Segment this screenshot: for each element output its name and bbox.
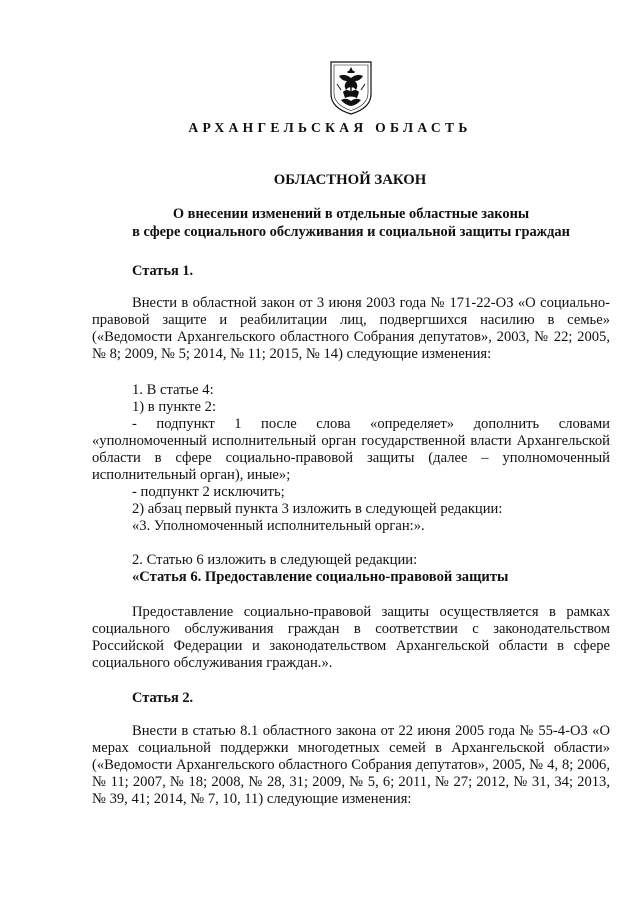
region-header: АРХАНГЕЛЬСКАЯ ОБЛАСТЬ xyxy=(188,120,472,135)
article-1-intro-text: Внести в областной закон от 3 июня 2003 года № 171-22-ОЗ «О социально-правовой защите и реабилитации лиц, подвергшихся насилию в семье» («Ведомости Архангельского областного Собрания депутатов», 2003, № 22; 2005, № 8; 2009, № 5; 2014, № 11; 2015, № 14) следующие изменения: xyxy=(92,295,610,362)
law-title xyxy=(95,205,607,241)
item-2-text: Предоставление социально-правовой защиты осуществляется в рамках социального обслуживания граждан в соответствии с законодательством Российской Федерации и законодательством Архангельской области в сфере социального обслуживания граждан.». xyxy=(92,604,610,671)
article-1-item-2-body xyxy=(92,604,610,672)
law-title-line-1: О внесении изменений в отдельные областные законы xyxy=(172,206,530,222)
law-title-line-2: в сфере социального обслуживания и социальной защиты граждан xyxy=(132,224,570,240)
item-1-1-a: - подпункт 1 после слова «определяет» дополнить словами «уполномоченный исполнительный орган государственной власти Архангельской области в сфере социально-правовой защиты (далее – уполномоченный исполнительный орган), иные»; xyxy=(92,416,610,483)
item-2: 2. Статью 6 изложить в следующей редакции: xyxy=(132,552,418,568)
article-1-items xyxy=(92,382,610,535)
article-1-item-2 xyxy=(92,552,610,586)
item-2-heading: «Статья 6. Предоставление социально-правовой защиты xyxy=(132,569,509,585)
law-type: ОБЛАСТНОЙ ЗАКОН xyxy=(273,172,427,188)
item-1-2: 2) абзац первый пункта 3 изложить в следующей редакции: xyxy=(132,501,503,517)
coat-of-arms-icon xyxy=(329,60,373,116)
item-1-2-text: «3. Уполномоченный исполнительный орган:». xyxy=(132,518,425,534)
item-1: 1. В статье 4: xyxy=(132,382,214,398)
article-1-intro xyxy=(92,295,610,363)
item-1-1: 1) в пункте 2: xyxy=(132,399,217,415)
article-2-intro xyxy=(92,723,610,808)
article-1-heading xyxy=(92,263,610,280)
article-2-title: Статья 2. xyxy=(132,690,194,706)
article-2-intro-text: Внести в статью 8.1 областного закона от 22 июня 2005 года № 55-4-ОЗ «О мерах социальной поддержки многодетных семей в Архангельской области» («Ведомости Архангельского областного Собрания депутатов», 2005, № 4, 8; 2006, № 11; 2007, № 18; 2008, № 28, 31; 2009, № 5, 6; 2011, № 27; 2012, № 31, 34; 2013, № 39, 41; 2014, № 7, 10, 11) следующие изменения: xyxy=(92,723,610,807)
article-1-title: Статья 1. xyxy=(132,263,194,279)
article-2-heading xyxy=(92,690,610,707)
item-1-1-b: - подпункт 2 исключить; xyxy=(132,484,285,500)
